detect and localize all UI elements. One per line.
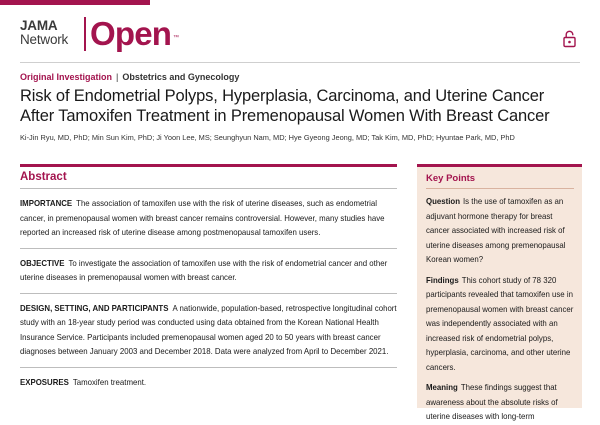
key-point-text: Is the use of tamoxifen as an adjuvant hormone therapy for breast cancer associated with increased risk of uterine diseases among premenopausal Korean women? <box>426 197 566 264</box>
logo-trademark: ™ <box>173 35 179 41</box>
logo-open: Open <box>90 15 172 52</box>
logo-wordmark <box>20 19 68 47</box>
category-secondary[interactable]: Obstetrics and Gynecology <box>122 72 240 82</box>
header-divider <box>20 62 580 63</box>
article-category <box>20 72 239 82</box>
key-point-question <box>426 195 574 268</box>
brand-accent-bar <box>0 0 150 5</box>
author-list: Ki-Jin Ryu, MD, PhD; Min Sun Kim, PhD; Ji Yoon Lee, MS; Seunghyun Nam, MD; Hye Gyeong Jeong, MD; Tak Kim, MD, PhD; Hyuntae Park, MD, PhD <box>20 133 515 142</box>
logo-network: Network <box>20 32 69 47</box>
section-text: To investigate the association of tamoxifen use with the risk of endometrial cancer and other uterine diseases in premenopausal women with breast cancer. <box>20 258 388 282</box>
section-text: A nationwide, population-based, retrospective longitudinal cohort study with an 18-year study period was conducted using data obtained from the Korean National Health Insurance Service. Participants included premenopausal women aged 20 to 50 years with breast cancer diagnoses between January 2003 and December 2018. Data were analyzed from April to December 2021. <box>20 303 397 356</box>
key-point-label: Question <box>426 197 460 206</box>
key-points-accent-bar <box>417 164 582 167</box>
category-separator: | <box>116 72 119 82</box>
abstract-heading: Abstract <box>20 171 67 183</box>
section-heading: OBJECTIVE <box>20 258 65 268</box>
open-access-lock-icon[interactable] <box>563 30 576 47</box>
key-points-heading: Key Points <box>426 173 574 189</box>
category-primary[interactable]: Original Investigation <box>20 72 113 82</box>
section-text: The association of tamoxifen use with the risk of uterine diseases, such as endometrial cancer, in premenopausal women with breast cancer remains controversial. However, many studies have reported an increased risk of uterine disease among postmenopausal tamoxifen users. <box>20 199 385 237</box>
abstract-section-exposures <box>20 368 397 398</box>
abstract-section-objective <box>20 249 397 294</box>
abstract-section-importance <box>20 189 397 249</box>
section-text: Tamoxifen treatment. <box>72 377 147 387</box>
abstract-section-design <box>20 294 397 368</box>
key-point-text: This cohort study of 78 320 participants revealed that tamoxifen use in premenopausal women with breast cancer was independently associated with an increased risk of endometrial polyps, hyperplasia, carcinoma, and other uterine cancers. <box>426 275 574 372</box>
abstract-accent-bar <box>20 164 397 167</box>
logo-jama: JAMA <box>20 18 58 33</box>
key-point-label: Meaning <box>426 383 458 392</box>
key-point-meaning <box>426 381 574 425</box>
section-heading: EXPOSURES <box>20 377 69 387</box>
section-heading: DESIGN, SETTING, AND PARTICIPANTS <box>20 303 169 313</box>
key-point-label: Findings <box>426 275 459 285</box>
key-point-text: These findings suggest that awareness about the absolute risks of uterine diseases with long-term <box>426 383 558 421</box>
section-heading: IMPORTANCE <box>20 199 73 208</box>
abstract-panel <box>20 164 397 397</box>
article-title: Risk of Endometrial Polyps, Hyperplasia, Carcinoma, and Uterine Cancer After Tamoxifen Treatment in Premenopausal Women With Breast Cancer <box>20 87 550 125</box>
key-points-box <box>417 164 582 421</box>
key-point-findings <box>426 274 574 376</box>
logo-divider <box>84 17 86 51</box>
